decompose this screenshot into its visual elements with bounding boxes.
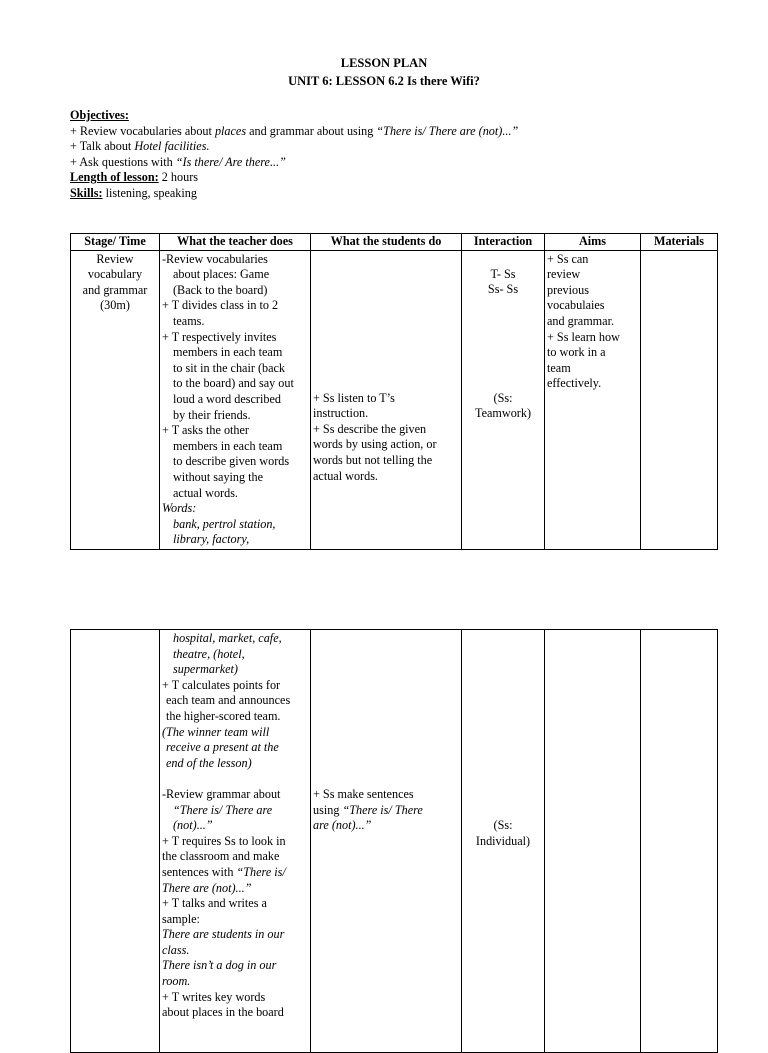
aims-cell	[545, 630, 641, 1053]
header-aims: Aims	[545, 234, 641, 251]
lesson-table-2	[70, 629, 718, 1053]
length-of-lesson: Length of lesson: 2 hours	[70, 170, 198, 185]
students-cell: + Ss listen to T’s instruction. + Ss describe the given words by using action, or words but not telling the actual words.	[311, 250, 462, 549]
page-subtitle: UNIT 6: LESSON 6.2 Is there Wifi?	[288, 74, 480, 88]
header-materials: Materials	[641, 234, 718, 251]
page-title: LESSON PLAN	[340, 56, 428, 70]
stage-cell	[71, 630, 160, 1053]
interaction-cell: T- Ss Ss- Ss (Ss: Teamwork)	[462, 250, 545, 549]
interaction-cell: (Ss: Individual)	[462, 630, 545, 1053]
header-students: What the students do	[311, 234, 462, 251]
materials-cell	[641, 630, 718, 1053]
skills: Skills: listening, speaking	[70, 185, 197, 200]
header-stage: Stage/ Time	[71, 234, 160, 251]
table-row	[71, 630, 718, 1053]
header-interaction: Interaction	[462, 234, 545, 251]
teacher-cell: -Review vocabularies about places: Game (Back to the board) + T divides class in to 2 teams. + T respectively invites members in each team to sit in the chair (back to the board) and say out loud a word described by their friends. + T asks the other members in each team to describe given words without saying the actual words. Words: bank, pertrol station, library, factory,	[160, 250, 311, 549]
lesson-table-1	[70, 233, 718, 550]
teacher-cell: hospital, market, cafe, theatre, (hotel, supermarket) + T calculates points for each team and announces the higher-scored team. (The winner team will receive a present at the end of the lesson) -Review grammar about “There is/ There are (not)...” + T requires Ss to look in the classroom and make sentences with “There is/ There are (not)...” + T talks and writes a sample: There are students in our class. There isn’t a dog in our room. + T writes key words about places in the board	[160, 630, 311, 1053]
header-teacher: What the teacher does	[160, 234, 311, 251]
table-row	[71, 250, 718, 549]
aims-cell: + Ss can review previous vocabulaies and grammar. + Ss learn how to work in a team effectively.	[545, 250, 641, 549]
table-header-row	[71, 234, 718, 251]
students-cell: + Ss make sentences using “There is/ There are (not)...”	[311, 630, 462, 1053]
objective-1: + Review vocabularies about places and grammar about using “There is/ There are (not)...”	[70, 123, 519, 138]
objective-3: + Ask questions with “Is there/ Are there...”	[70, 154, 286, 169]
intro-section	[70, 108, 750, 202]
objective-2: + Talk about Hotel facilities.	[70, 139, 210, 154]
stage-cell: Review vocabulary and grammar (30m)	[71, 250, 160, 549]
materials-cell	[641, 250, 718, 549]
objectives-label: Objectives:	[70, 108, 129, 122]
